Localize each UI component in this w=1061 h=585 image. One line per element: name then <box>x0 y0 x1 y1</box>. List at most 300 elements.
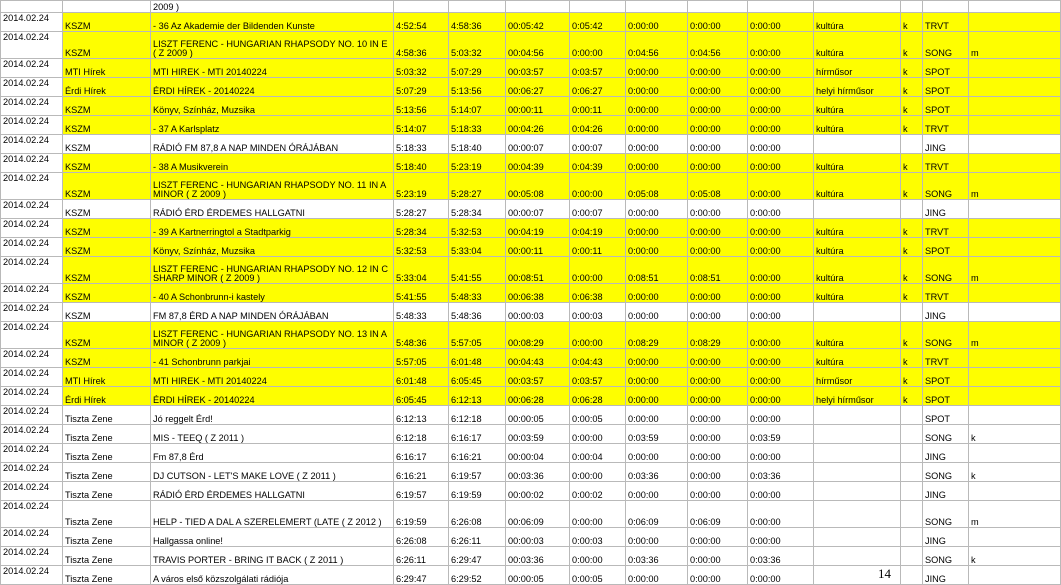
time-col-4-cell: 0:00:00 <box>748 482 814 501</box>
start-time-cell: 6:26:08 <box>394 528 449 547</box>
time-col-3-cell: 0:00:00 <box>688 200 748 219</box>
time-col-4-cell: 0:00:00 <box>748 59 814 78</box>
station-cell: Tiszta Zene <box>63 482 151 501</box>
duration-cell: 00:04:26 <box>506 116 570 135</box>
date-cell: 2014.02.24 <box>1 528 63 547</box>
start-time-cell: 5:13:56 <box>394 97 449 116</box>
type-cell: SONG <box>923 463 969 482</box>
station-cell: KSZM <box>63 322 151 349</box>
time-col-2-cell: 0:00:00 <box>626 406 688 425</box>
genre-cell <box>814 501 901 528</box>
time-col-3-cell: 0:00:00 <box>688 482 748 501</box>
time-col-1-cell: 0:00:11 <box>570 97 626 116</box>
start-time-cell: 5:18:33 <box>394 135 449 154</box>
end-time-cell: 5:48:33 <box>449 284 506 303</box>
genre-cell: kultúra <box>814 219 901 238</box>
title-cell: Jó reggelt Érd! <box>151 406 394 425</box>
title-cell: - 38 A Musikverein <box>151 154 394 173</box>
type-cell: TRVT <box>923 116 969 135</box>
start-time-cell: 6:16:17 <box>394 444 449 463</box>
time-col-1-cell: 0:06:38 <box>570 284 626 303</box>
start-time-cell: 4:58:36 <box>394 32 449 59</box>
title-cell: ÉRDI HÍREK - 20140224 <box>151 387 394 406</box>
time-col-3-cell: 0:00:00 <box>688 425 748 444</box>
type-cell: SONG <box>923 257 969 284</box>
m-flag-cell <box>969 406 1061 425</box>
title-cell: LISZT FERENC - HUNGARIAN RHAPSODY NO. 12 IN C SHARP MINOR ( Z 2009 ) <box>151 257 394 284</box>
k-flag-cell: k <box>901 284 923 303</box>
time-col-1-cell: 0:00:05 <box>570 406 626 425</box>
duration-cell: 00:08:51 <box>506 257 570 284</box>
table-row <box>1 173 1061 200</box>
title-cell: RÁDIÓ FM 87,8 A NAP MINDEN ÓRÁJÁBAN <box>151 135 394 154</box>
duration-cell: 00:06:28 <box>506 387 570 406</box>
page-number: 14 <box>878 566 891 581</box>
m-flag-cell <box>969 135 1061 154</box>
time-col-4-cell: 0:00:00 <box>748 444 814 463</box>
genre-cell: kultúra <box>814 349 901 368</box>
date-cell: 2014.02.24 <box>1 406 63 425</box>
start-time-cell: 6:19:57 <box>394 482 449 501</box>
duration-cell: 00:04:56 <box>506 32 570 59</box>
genre-cell <box>814 444 901 463</box>
time-col-2-cell: 0:05:08 <box>626 173 688 200</box>
time-col-1-cell: 0:04:39 <box>570 154 626 173</box>
m-flag-cell: k <box>969 463 1061 482</box>
time-col-2-cell: 0:00:00 <box>626 59 688 78</box>
station-cell: KSZM <box>63 219 151 238</box>
time-col-3-cell: 0:04:56 <box>688 32 748 59</box>
table-row <box>1 13 1061 32</box>
date-cell: 2014.02.24 <box>1 425 63 444</box>
time-col-1-cell: 0:00:00 <box>570 32 626 59</box>
m-flag-cell <box>969 368 1061 387</box>
station-cell: Tiszta Zene <box>63 528 151 547</box>
time-col-3-cell: 0:00:00 <box>688 13 748 32</box>
start-time-cell: 4:52:54 <box>394 13 449 32</box>
start-time-cell: 6:05:45 <box>394 387 449 406</box>
start-time-cell: 6:16:21 <box>394 463 449 482</box>
time-col-4-cell: 0:00:00 <box>748 349 814 368</box>
time-col-3-cell: 0:00:00 <box>688 238 748 257</box>
time-col-2-cell: 0:08:29 <box>626 322 688 349</box>
station-cell: KSZM <box>63 303 151 322</box>
table-row <box>1 135 1061 154</box>
end-time-cell: 5:48:36 <box>449 303 506 322</box>
end-time-cell: 6:29:52 <box>449 566 506 585</box>
title-cell: ÉRDI HÍREK - 20140224 <box>151 78 394 97</box>
time-col-4-cell: 0:00:00 <box>748 406 814 425</box>
time-col-1-cell: 0:03:57 <box>570 368 626 387</box>
table-row <box>1 32 1061 59</box>
genre-cell <box>814 406 901 425</box>
time-col-3-cell: 0:00:00 <box>688 368 748 387</box>
end-time-cell: 5:32:53 <box>449 219 506 238</box>
genre-cell <box>814 547 901 566</box>
station-cell: Tiszta Zene <box>63 406 151 425</box>
date-cell <box>1 1 63 13</box>
time-col-3-cell: 0:00:00 <box>688 444 748 463</box>
end-time-cell: 6:05:45 <box>449 368 506 387</box>
m-flag-cell <box>969 566 1061 585</box>
m-flag-cell <box>969 349 1061 368</box>
title-cell: RÁDIÓ ÉRD ÉRDEMES HALLGATNI <box>151 200 394 219</box>
table-row <box>1 97 1061 116</box>
table-row-fragment <box>1 1 1061 13</box>
time-col-3-cell: 0:00:00 <box>688 135 748 154</box>
m-flag-cell <box>969 528 1061 547</box>
time-col-1-cell: 0:00:03 <box>570 528 626 547</box>
type-cell: TRVT <box>923 349 969 368</box>
time-col-1-cell: 0:00:07 <box>570 200 626 219</box>
time-col-2-cell: 0:00:00 <box>626 200 688 219</box>
end-time-cell: 5:57:05 <box>449 322 506 349</box>
start-time-cell: 5:07:29 <box>394 78 449 97</box>
station-cell: KSZM <box>63 32 151 59</box>
duration-cell: 00:05:42 <box>506 13 570 32</box>
date-cell: 2014.02.24 <box>1 59 63 78</box>
duration-cell: 00:00:03 <box>506 303 570 322</box>
m-flag-cell <box>969 116 1061 135</box>
duration-cell: 00:06:09 <box>506 501 570 528</box>
station-cell: KSZM <box>63 13 151 32</box>
title-cell: Könyv, Színház, Muzsika <box>151 238 394 257</box>
time-col-4-cell: 0:00:00 <box>748 322 814 349</box>
start-time-cell: 5:03:32 <box>394 59 449 78</box>
start-time-cell: 5:57:05 <box>394 349 449 368</box>
duration-cell: 00:03:36 <box>506 547 570 566</box>
end-time-cell: 6:16:17 <box>449 425 506 444</box>
genre-cell: hírműsor <box>814 59 901 78</box>
title-cell: A város első közszolgálati rádiója <box>151 566 394 585</box>
title-fragment-cell: 2009 ) <box>151 1 394 13</box>
station-cell: KSZM <box>63 284 151 303</box>
time-col-2-cell: 0:00:00 <box>626 368 688 387</box>
table-row <box>1 528 1061 547</box>
date-cell: 2014.02.24 <box>1 200 63 219</box>
genre-cell: kultúra <box>814 32 901 59</box>
date-cell: 2014.02.24 <box>1 238 63 257</box>
date-cell: 2014.02.24 <box>1 116 63 135</box>
genre-cell: kultúra <box>814 173 901 200</box>
end-time-cell: 5:33:04 <box>449 238 506 257</box>
type-cell: TRVT <box>923 219 969 238</box>
start-time-cell: 5:48:36 <box>394 322 449 349</box>
end-time-cell: 6:26:11 <box>449 528 506 547</box>
end-time-cell: 5:13:56 <box>449 78 506 97</box>
type-cell: JING <box>923 528 969 547</box>
time-col-2-cell: 0:00:00 <box>626 444 688 463</box>
time-col-1-cell: 0:05:42 <box>570 13 626 32</box>
time-col-4-cell: 0:00:00 <box>748 257 814 284</box>
k-flag-cell <box>901 566 923 585</box>
k-flag-cell: k <box>901 322 923 349</box>
time-col-2-cell: 0:00:00 <box>626 387 688 406</box>
m-flag-cell <box>969 59 1061 78</box>
time-col-2-cell: 0:08:51 <box>626 257 688 284</box>
time-col-2-cell: 0:00:00 <box>626 303 688 322</box>
end-time-cell: 6:01:48 <box>449 349 506 368</box>
date-cell: 2014.02.24 <box>1 444 63 463</box>
time-col-3-cell: 0:08:29 <box>688 322 748 349</box>
title-cell: MTI HIREK - MTI 20140224 <box>151 368 394 387</box>
k-flag-cell <box>901 528 923 547</box>
type-cell: SONG <box>923 425 969 444</box>
duration-cell: 00:06:27 <box>506 78 570 97</box>
end-time-cell: 5:23:19 <box>449 154 506 173</box>
time-col-2-cell: 0:03:36 <box>626 547 688 566</box>
date-cell: 2014.02.24 <box>1 97 63 116</box>
date-cell: 2014.02.24 <box>1 154 63 173</box>
time-col-4-cell: 0:00:00 <box>748 13 814 32</box>
time-col-4-cell: 0:03:36 <box>748 463 814 482</box>
duration-cell: 00:00:07 <box>506 200 570 219</box>
date-cell: 2014.02.24 <box>1 501 63 528</box>
k-flag-cell: k <box>901 13 923 32</box>
date-cell: 2014.02.24 <box>1 219 63 238</box>
title-cell: MTI HIREK - MTI 20140224 <box>151 59 394 78</box>
time-col-2-cell: 0:00:00 <box>626 116 688 135</box>
station-cell <box>63 1 151 13</box>
time-col-4-cell: 0:00:00 <box>748 528 814 547</box>
time-col-3-cell: 0:00:00 <box>688 59 748 78</box>
duration-cell: 00:04:39 <box>506 154 570 173</box>
type-cell: JING <box>923 482 969 501</box>
station-cell: MTI Hírek <box>63 59 151 78</box>
table-row <box>1 444 1061 463</box>
m-flag-cell: m <box>969 32 1061 59</box>
date-cell: 2014.02.24 <box>1 257 63 284</box>
time-col-4-cell: 0:03:36 <box>748 547 814 566</box>
time-col-3-cell: 0:00:00 <box>688 116 748 135</box>
k-flag-cell <box>901 135 923 154</box>
duration-cell: 00:00:07 <box>506 135 570 154</box>
station-cell: KSZM <box>63 238 151 257</box>
title-cell: Hallgassa online! <box>151 528 394 547</box>
duration-cell: 00:00:05 <box>506 566 570 585</box>
time-col-2-cell: 0:00:00 <box>626 154 688 173</box>
table-row <box>1 482 1061 501</box>
genre-cell <box>814 200 901 219</box>
station-cell: Érdi Hírek <box>63 387 151 406</box>
time-col-2-cell: 0:00:00 <box>626 238 688 257</box>
type-cell: SPOT <box>923 97 969 116</box>
time-col-2-cell: 0:03:36 <box>626 463 688 482</box>
time-col-1-cell: 0:00:00 <box>570 463 626 482</box>
genre-cell: kultúra <box>814 322 901 349</box>
time-col-4-cell: 0:00:00 <box>748 566 814 585</box>
type-cell: SPOT <box>923 368 969 387</box>
table-row <box>1 566 1061 585</box>
type-cell: SPOT <box>923 78 969 97</box>
table-row <box>1 284 1061 303</box>
k-flag-cell: k <box>901 257 923 284</box>
m-flag-cell: k <box>969 547 1061 566</box>
title-cell: - 41 Schonbrunn parkjai <box>151 349 394 368</box>
duration-cell: 00:06:38 <box>506 284 570 303</box>
end-time-cell: 5:28:34 <box>449 200 506 219</box>
time-col-1-cell: 0:00:02 <box>570 482 626 501</box>
time-col-2-cell: 0:00:00 <box>626 135 688 154</box>
genre-cell <box>814 303 901 322</box>
k-flag-cell <box>901 425 923 444</box>
station-cell: Tiszta Zene <box>63 463 151 482</box>
k-flag-cell: k <box>901 116 923 135</box>
date-cell: 2014.02.24 <box>1 368 63 387</box>
type-cell: JING <box>923 135 969 154</box>
k-flag-cell: k <box>901 59 923 78</box>
duration-cell: 00:04:43 <box>506 349 570 368</box>
start-time-cell: 6:12:13 <box>394 406 449 425</box>
duration-cell: 00:00:11 <box>506 238 570 257</box>
table-row <box>1 59 1061 78</box>
start-time-cell: 5:28:34 <box>394 219 449 238</box>
genre-cell: kultúra <box>814 284 901 303</box>
m-flag-cell <box>969 444 1061 463</box>
m-flag-cell: m <box>969 322 1061 349</box>
m-flag-cell <box>969 387 1061 406</box>
k-flag-cell: k <box>901 32 923 59</box>
k-flag-cell <box>901 444 923 463</box>
k-flag-cell: k <box>901 97 923 116</box>
time-col-1-cell: 0:00:00 <box>570 425 626 444</box>
genre-cell <box>814 135 901 154</box>
table-row <box>1 257 1061 284</box>
type-cell: JING <box>923 303 969 322</box>
start-time-cell: 5:32:53 <box>394 238 449 257</box>
title-cell: DJ CUTSON - LET'S MAKE LOVE ( Z 2011 ) <box>151 463 394 482</box>
end-time-cell: 5:07:29 <box>449 59 506 78</box>
time-col-4-cell: 0:00:00 <box>748 219 814 238</box>
type-cell: JING <box>923 444 969 463</box>
time-col-1-cell: 0:00:00 <box>570 173 626 200</box>
duration-cell: 00:00:03 <box>506 528 570 547</box>
k-flag-cell: k <box>901 78 923 97</box>
type-cell: SONG <box>923 547 969 566</box>
type-cell: SONG <box>923 32 969 59</box>
time-col-4-cell: 0:00:00 <box>748 200 814 219</box>
type-cell: SONG <box>923 501 969 528</box>
time-col-3-cell: 0:00:00 <box>688 547 748 566</box>
end-time-cell: 5:28:27 <box>449 173 506 200</box>
time-col-2-cell: 0:00:00 <box>626 219 688 238</box>
time-col-2-cell: 0:00:00 <box>626 97 688 116</box>
station-cell: Tiszta Zene <box>63 547 151 566</box>
m-flag-cell <box>969 154 1061 173</box>
table-row <box>1 368 1061 387</box>
time-col-4-cell: 0:00:00 <box>748 284 814 303</box>
type-cell: SPOT <box>923 238 969 257</box>
m-flag-cell <box>969 219 1061 238</box>
type-cell: SPOT <box>923 59 969 78</box>
time-col-2-cell: 0:00:00 <box>626 13 688 32</box>
time-col-1-cell: 0:00:00 <box>570 322 626 349</box>
time-col-4-cell: 0:00:00 <box>748 32 814 59</box>
time-col-3-cell: 0:00:00 <box>688 219 748 238</box>
k-flag-cell <box>901 303 923 322</box>
date-cell: 2014.02.24 <box>1 32 63 59</box>
time-col-4-cell: 0:00:00 <box>748 135 814 154</box>
date-cell: 2014.02.24 <box>1 322 63 349</box>
start-time-cell: 6:26:11 <box>394 547 449 566</box>
genre-cell: helyi hírműsor <box>814 387 901 406</box>
type-cell: SPOT <box>923 387 969 406</box>
station-cell: KSZM <box>63 200 151 219</box>
time-col-3-cell: 0:00:00 <box>688 97 748 116</box>
date-cell: 2014.02.24 <box>1 78 63 97</box>
genre-cell: helyi hírműsor <box>814 78 901 97</box>
table-row <box>1 322 1061 349</box>
time-col-1-cell: 0:04:19 <box>570 219 626 238</box>
type-cell: SPOT <box>923 406 969 425</box>
genre-cell: kultúra <box>814 97 901 116</box>
date-cell: 2014.02.24 <box>1 547 63 566</box>
station-cell: KSZM <box>63 116 151 135</box>
k-flag-cell <box>901 463 923 482</box>
table-row <box>1 219 1061 238</box>
type-cell: TRVT <box>923 154 969 173</box>
time-col-1-cell: 0:04:43 <box>570 349 626 368</box>
genre-cell: kultúra <box>814 154 901 173</box>
time-col-4-cell: 0:00:00 <box>748 368 814 387</box>
table-row <box>1 154 1061 173</box>
time-col-1-cell: 0:04:26 <box>570 116 626 135</box>
m-flag-cell: m <box>969 173 1061 200</box>
station-cell: Érdi Hírek <box>63 78 151 97</box>
m-flag-cell <box>969 303 1061 322</box>
time-col-3-cell: 0:05:08 <box>688 173 748 200</box>
title-cell: - 39 A Kartnerringtol a Stadtparkig <box>151 219 394 238</box>
table-row <box>1 349 1061 368</box>
date-cell: 2014.02.24 <box>1 482 63 501</box>
time-col-3-cell: 0:00:00 <box>688 78 748 97</box>
m-flag-cell <box>969 200 1061 219</box>
duration-cell: 00:05:08 <box>506 173 570 200</box>
m-flag-cell <box>969 482 1061 501</box>
duration-cell: 00:00:05 <box>506 406 570 425</box>
time-col-4-cell: 0:00:00 <box>748 387 814 406</box>
time-col-2-cell: 0:00:00 <box>626 482 688 501</box>
title-cell: RÁDIÓ ÉRD ÉRDEMES HALLGATNI <box>151 482 394 501</box>
time-col-3-cell: 0:00:00 <box>688 349 748 368</box>
station-cell: KSZM <box>63 154 151 173</box>
date-cell: 2014.02.24 <box>1 566 63 585</box>
end-time-cell: 6:26:08 <box>449 501 506 528</box>
genre-cell <box>814 463 901 482</box>
table-row <box>1 78 1061 97</box>
date-cell: 2014.02.24 <box>1 387 63 406</box>
time-col-3-cell: 0:00:00 <box>688 528 748 547</box>
time-col-4-cell: 0:00:00 <box>748 303 814 322</box>
title-cell: LISZT FERENC - HUNGARIAN RHAPSODY NO. 13 IN A MINOR ( Z 2009 ) <box>151 322 394 349</box>
k-flag-cell: k <box>901 173 923 200</box>
k-flag-cell <box>901 482 923 501</box>
table-row <box>1 116 1061 135</box>
table-row <box>1 303 1061 322</box>
genre-cell: kultúra <box>814 238 901 257</box>
type-cell: JING <box>923 566 969 585</box>
time-col-2-cell: 0:03:59 <box>626 425 688 444</box>
date-cell: 2014.02.24 <box>1 284 63 303</box>
time-col-2-cell: 0:00:00 <box>626 528 688 547</box>
time-col-4-cell: 0:00:00 <box>748 97 814 116</box>
table-row <box>1 425 1061 444</box>
k-flag-cell: k <box>901 368 923 387</box>
end-time-cell: 6:19:57 <box>449 463 506 482</box>
start-time-cell: 5:28:27 <box>394 200 449 219</box>
start-time-cell: 5:41:55 <box>394 284 449 303</box>
table-row <box>1 200 1061 219</box>
